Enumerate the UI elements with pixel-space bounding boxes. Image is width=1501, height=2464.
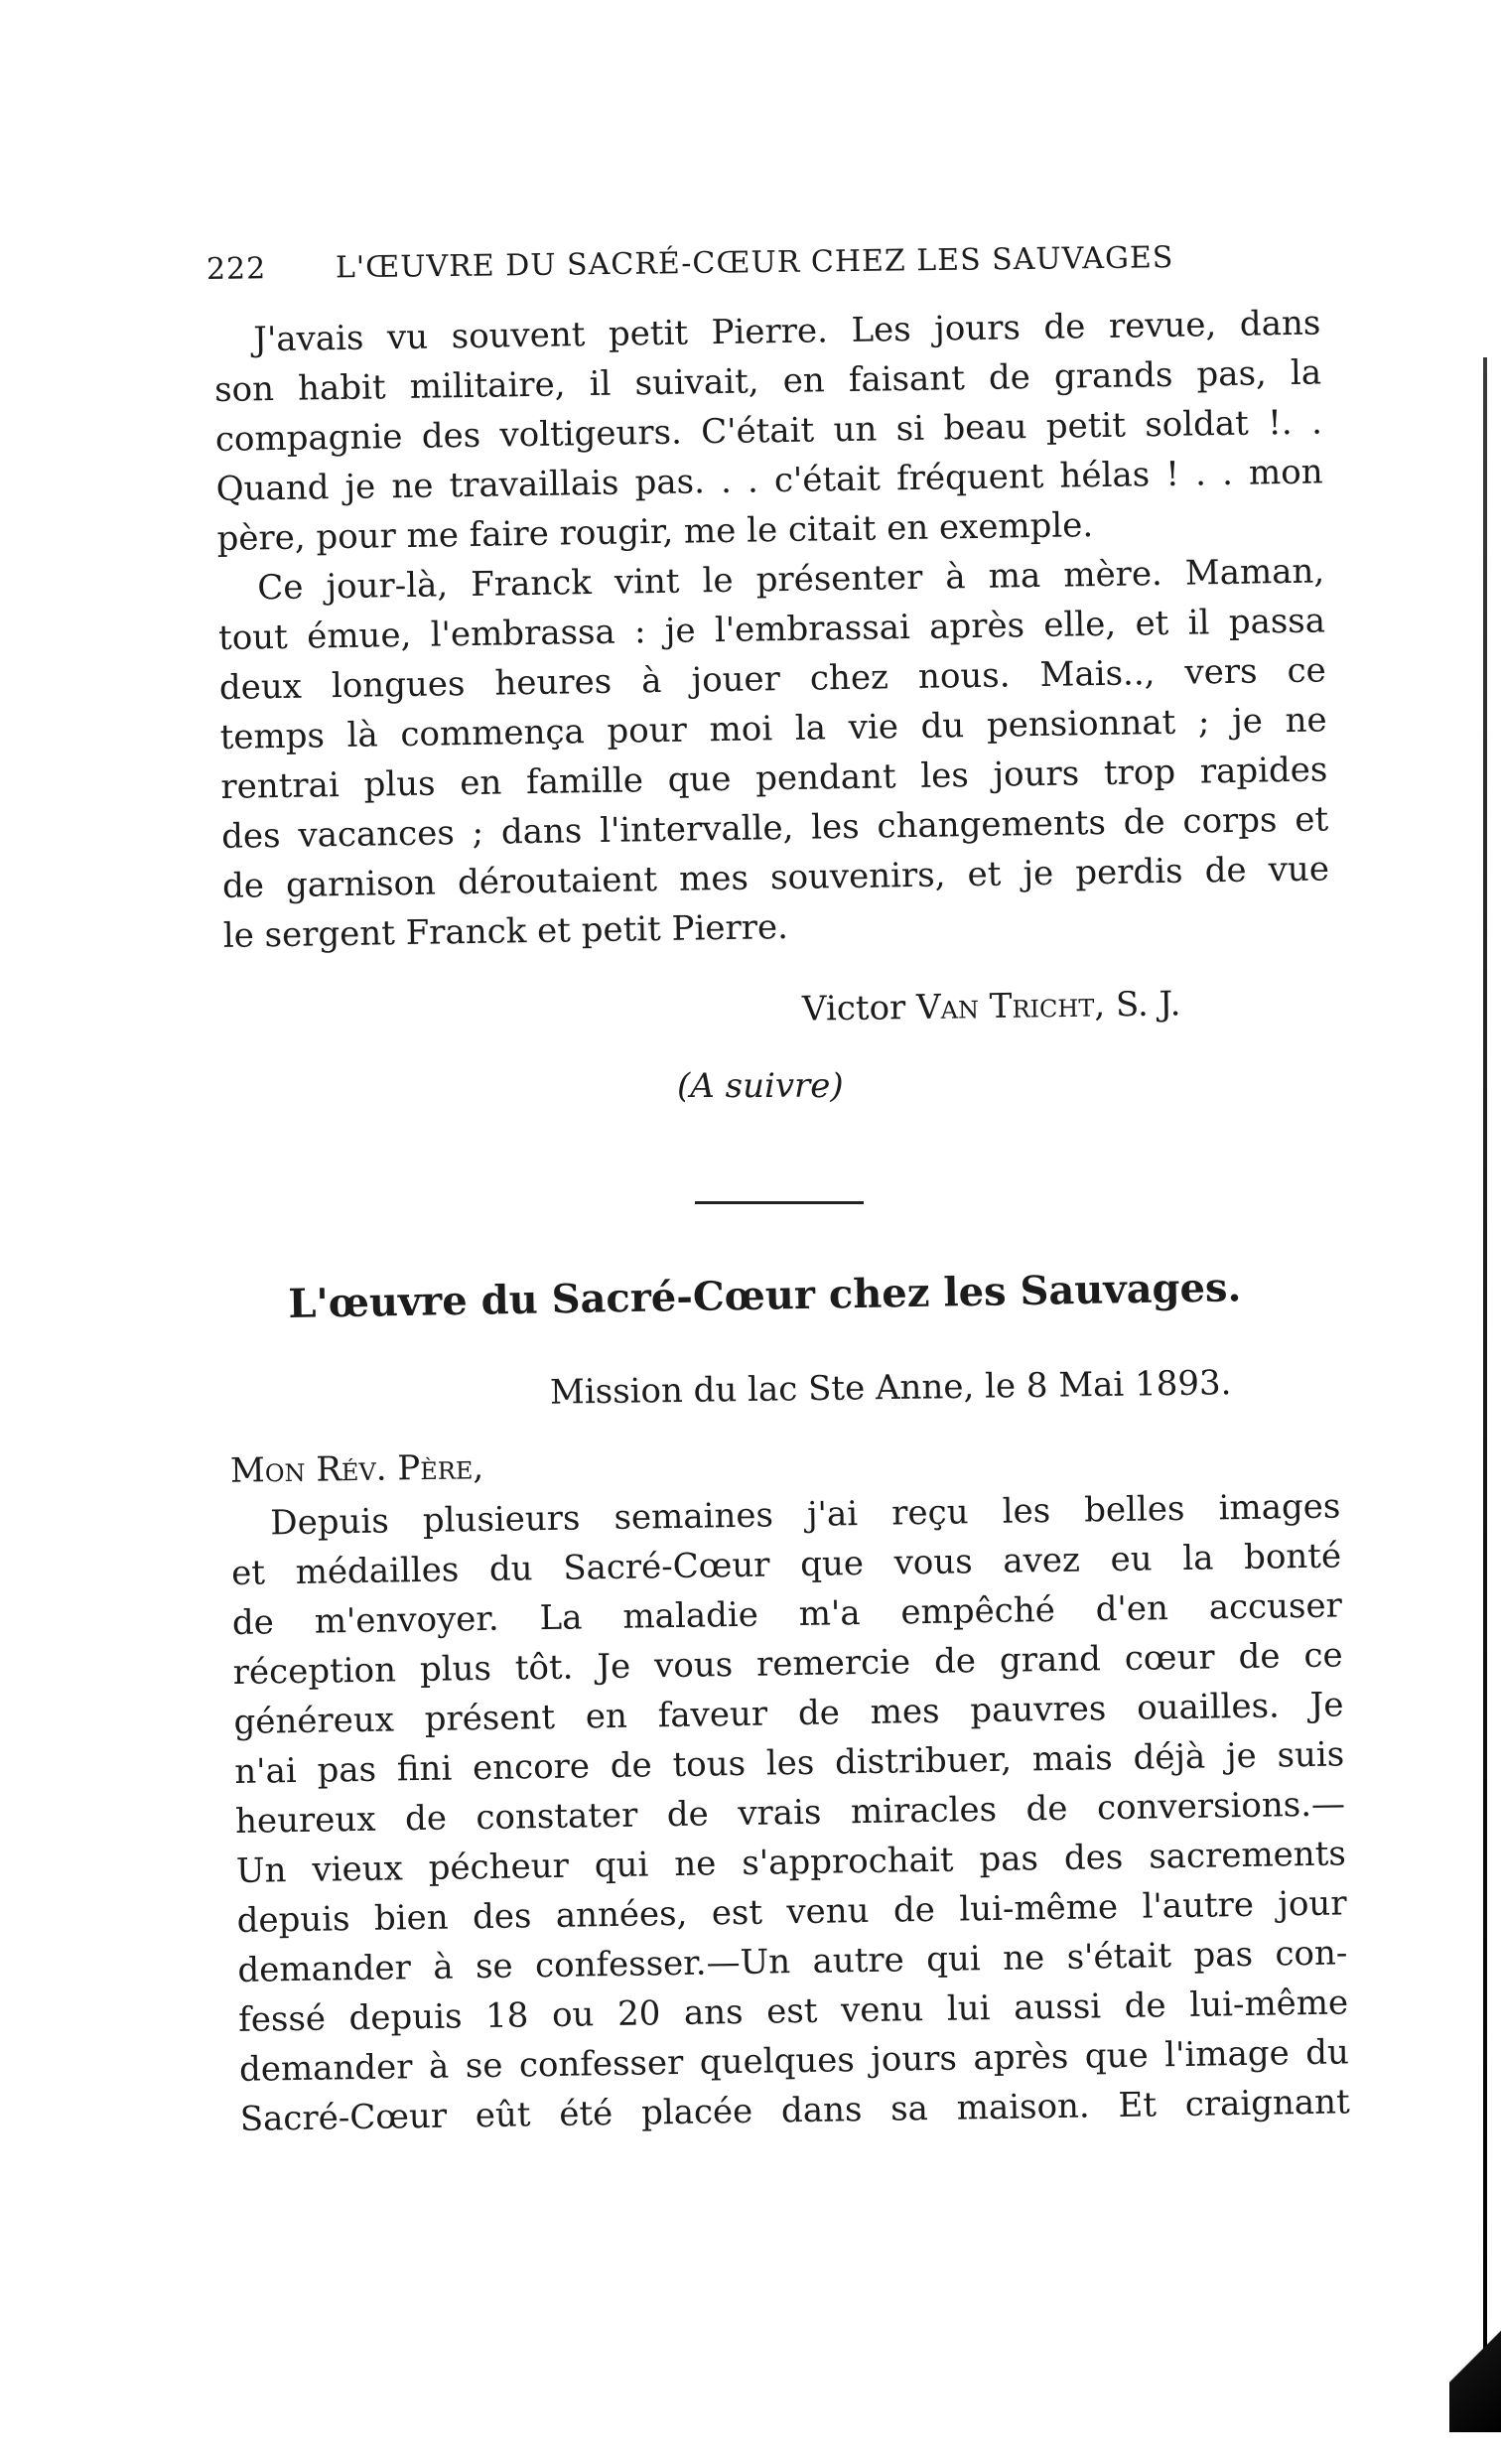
text-line: Depuis plusieurs semaines j'ai reçu les belles images [270, 1486, 1341, 1544]
page-edge-shadow [1483, 357, 1487, 2383]
text-line: compagnie des voltigeurs. C'était un si beau petit soldat !. . [214, 402, 1323, 460]
text-line: demander à se confesser.—Un autre qui ne s'était pas con- [237, 1933, 1348, 1990]
text-line: n'ai pas fini encore de tous les distribuer, mais déjà je suis [234, 1734, 1345, 1792]
text-line: père, pour me faire rougir, me le citait en exemple. [216, 505, 1094, 559]
section-divider [695, 1201, 864, 1204]
signature-name: Victor [801, 988, 917, 1029]
first-section-text [213, 298, 1330, 960]
text-line: de m'envoyer. La maladie m'a empêché d'en accuser [231, 1585, 1343, 1643]
text-line: Quand je ne travaillais pas. . . c'était fréquent hélas ! . . mon [215, 452, 1323, 509]
text-line: généreux présent en faveur de mes pauvres ouailles. Je [233, 1685, 1344, 1742]
text-line: fessé depuis 18 ou 20 ans est venu lui aussi de lui-même [237, 1983, 1349, 2040]
text-line: tout émue, l'embrassa : je l'embrassai après elle, et il passa [217, 601, 1326, 658]
text-line: J'avais vu souvent petit Pierre. Les jours de revue, dans [253, 303, 1321, 360]
article-body-text [230, 1481, 1350, 2143]
article-heading: L'œuvre du Sacré-Cœur chez les Sauvages. [288, 1264, 1242, 1327]
text-line: deux longues heures à jouer chez nous. Mais.., vers ce [218, 650, 1327, 708]
text-line: Sacré-Cœur eût été placée dans sa maison. Et craignant [239, 2082, 1350, 2139]
text-line: depuis bien des années, est venu de lui-même l'autre jour [236, 1883, 1347, 1941]
text-line: de garnison déroutaient mes souvenirs, et je perdis de vue [221, 849, 1330, 906]
running-head-title: L'ŒUVRE DU SACRÉ-CŒUR CHEZ LES SAUVAGES [335, 240, 1174, 286]
author-signature [802, 984, 1181, 1028]
page-corner-shadow [1449, 2313, 1501, 2432]
signature-surname: Van Tricht [915, 985, 1095, 1028]
text-line: son habit militaire, il suivait, en faisant de grands pas, la [213, 352, 1322, 410]
text-line: des vacances ; dans l'intervalle, les changements de corps et [220, 799, 1329, 857]
text-line: heureux de constater de vrais miracles de conversions.— [234, 1784, 1346, 1842]
to-be-continued: (A suivre) [677, 1066, 844, 1106]
signature-suffix: , S. J. [1094, 984, 1181, 1026]
text-line: rentrai plus en famille que pendant les jours trop rapides [220, 750, 1328, 807]
article-dateline: Mission du lac Ste Anne, le 8 Mai 1893. [549, 1363, 1232, 1413]
text-line: le sergent Franck et petit Pierre. [222, 906, 789, 956]
text-line: demander à se confesser quelques jours après que l'image du [238, 2032, 1350, 2090]
article-salutation: Mon Rév. Père, [229, 1447, 484, 1491]
running-head [206, 239, 1239, 292]
text-line: Ce jour-là, Franck vint le présenter à ma mère. Maman, [257, 551, 1325, 609]
page-number: 222 [205, 251, 267, 287]
text-line: et médailles du Sacré-Cœur que vous avez eu la bonté [230, 1536, 1342, 1593]
text-line: Un vieux pécheur qui ne s'approchait pas des sacrements [235, 1834, 1347, 1891]
text-line: temps là commença pour moi la vie du pensionnat ; je ne [219, 700, 1327, 757]
text-line: réception plus tôt. Je vous remercie de grand cœur de ce [232, 1635, 1343, 1693]
